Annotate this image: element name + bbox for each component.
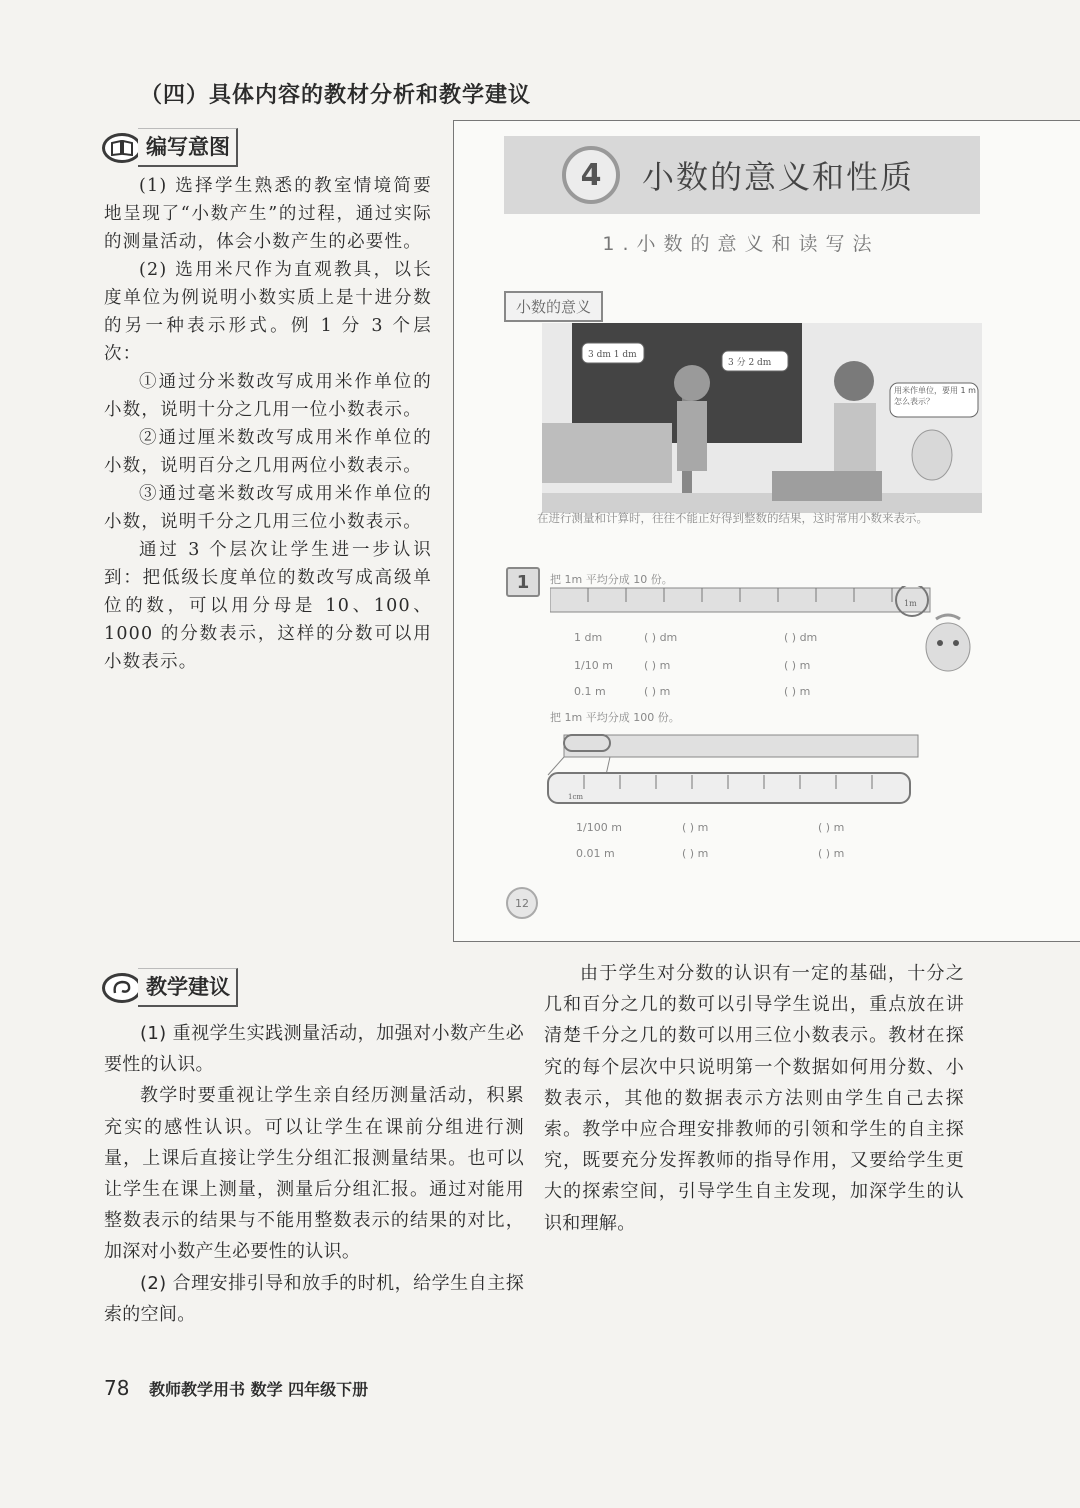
suggestion-paragraph: (1) 重视学生实践测量活动，加强对小数产生必要性的认识。	[104, 1023, 524, 1076]
page-footer	[104, 1376, 368, 1400]
unit-number: 4	[562, 146, 620, 204]
ruler-start-label: 1cm	[568, 793, 584, 801]
intent-text	[104, 172, 432, 676]
suggestion-paragraph: 由于学生对分数的认识有一定的基础，十分之几和百分之几的数可以引导学生说出，重点放在讲清楚千分之几的数可以用三位小数表示。教材在探究的每个层次中只说明第一个数据如何用分数、小数表示，其他的数据表示方法则由学生自己去探索。教学中应合理安排教师的引领和学生的自主探究，既要充分发挥教师的指导作用，又要给学生更大的探索空间，引导学生自主发现，加深学生的认识和理解。	[544, 963, 964, 1234]
ruler1-blank: ( ) m	[644, 659, 671, 672]
ruler-10-parts	[550, 586, 940, 618]
ruler1-blank: ( ) m	[784, 685, 811, 698]
textbook-page-figure	[453, 120, 1080, 942]
ruler1-blank: ( ) dm	[644, 631, 678, 644]
intent-paragraph: (2) 选用米尺作为直观教具，以长度单位为例说明小数实质上是十进分数的另一种表示形式。例 1 分 3 个层次：	[104, 260, 432, 364]
intent-paragraph: ①通过分米数改写成用米作单位的小数，说明十分之几用一位小数表示。	[104, 372, 432, 420]
intent-paragraph: 通过 3 个层次让学生进一步认识到：把低级长度单位的数改写成高级单位的数，可以用分母是 10、100、1000 的分数表示，这样的分数可以用小数表示。	[104, 540, 432, 672]
section-title: （四）具体内容的教材分析和教学建议	[140, 83, 532, 108]
mascot-icon	[918, 611, 978, 677]
bubble-text: 用米作单位，要用 1 m 怎么表示？	[894, 386, 976, 406]
book-icon	[102, 133, 142, 163]
suggestion-paragraph: (2) 合理安排引导和放手的时机，给学生自主探索的空间。	[104, 1272, 524, 1325]
suggestion-label: 教学建议	[138, 968, 238, 1007]
suggestion-tag	[102, 968, 238, 1007]
ruler1-instruction: 把 1m 平均分成 10 份。	[550, 573, 673, 586]
ruler1-blank: ( ) m	[784, 659, 811, 672]
intent-paragraph: ③通过毫米数改写成用米作单位的小数，说明千分之几用三位小数表示。	[104, 484, 432, 532]
desk	[542, 423, 672, 483]
ruler1-blank: ( ) m	[644, 685, 671, 698]
ruler-end-label: 1m	[904, 599, 917, 608]
unit-title: 小数的意义和性质	[642, 158, 915, 196]
ruler2-blank: ( ) m	[818, 847, 845, 860]
classroom-illustration	[542, 323, 982, 513]
textbook-page-number: 12	[506, 887, 538, 919]
boy-figure	[674, 365, 710, 401]
suggestion-text-right	[544, 958, 964, 1239]
suggestion-text-left	[104, 1018, 524, 1330]
swirl-icon	[102, 973, 142, 1003]
ruler2-blank: ( ) m	[682, 847, 709, 860]
ruler2-blank: ( ) m	[682, 821, 709, 834]
mascot-figure	[912, 430, 952, 480]
ruler-100-parts	[546, 731, 926, 809]
ruler2-blank: ( ) m	[818, 821, 845, 834]
girl-figure	[834, 361, 874, 401]
book-title: 教师教学用书 数学 四年级下册	[149, 1380, 369, 1399]
page-number: 78	[104, 1376, 130, 1400]
ruler1-cell: 1 dm	[574, 631, 603, 644]
ruler2-cell: 0.01 m	[576, 847, 615, 860]
lesson-title: 1.小数的意义和读写法	[602, 233, 880, 255]
unit-banner	[504, 136, 980, 214]
intent-paragraph: ②通过厘米数改写成用米作单位的小数，说明百分之几用两位小数表示。	[104, 428, 432, 476]
ruler1-cell: 0.1 m	[574, 685, 606, 698]
ruler1-blank: ( ) dm	[784, 631, 818, 644]
intent-tag	[102, 128, 238, 167]
bubble-text: 3 分 2 dm	[728, 358, 772, 368]
ruler2-instruction: 把 1m 平均分成 100 份。	[550, 711, 680, 724]
ruler1-cell: 1/10 m	[574, 659, 613, 672]
bubble-text: 3 dm 1 dm	[588, 350, 637, 360]
meaning-tag: 小数的意义	[504, 291, 603, 322]
ruler2-cell: 1/100 m	[576, 821, 622, 834]
intent-label: 编写意图	[138, 128, 238, 167]
textbook-caption: 在进行测量和计算时，往往不能正好得到整数的结果，这时常用小数来表示。	[537, 511, 928, 525]
intent-paragraph: (1) 选择学生熟悉的教室情境简要地呈现了“小数产生”的过程，通过实际的测量活动，体会小数产生的必要性。	[104, 176, 432, 252]
suggestion-paragraph: 教学时要重视让学生亲自经历测量活动，积累充实的感性认识。可以让学生在课前分组进行测量，上课后直接让学生分组汇报测量结果。也可以让学生在课上测量，测量后分组汇报。通过对能用整数表示的结果与不能用整数表示的结果的对比，加深对小数产生必要性的认识。	[104, 1085, 524, 1263]
example-number: 1	[506, 567, 540, 597]
